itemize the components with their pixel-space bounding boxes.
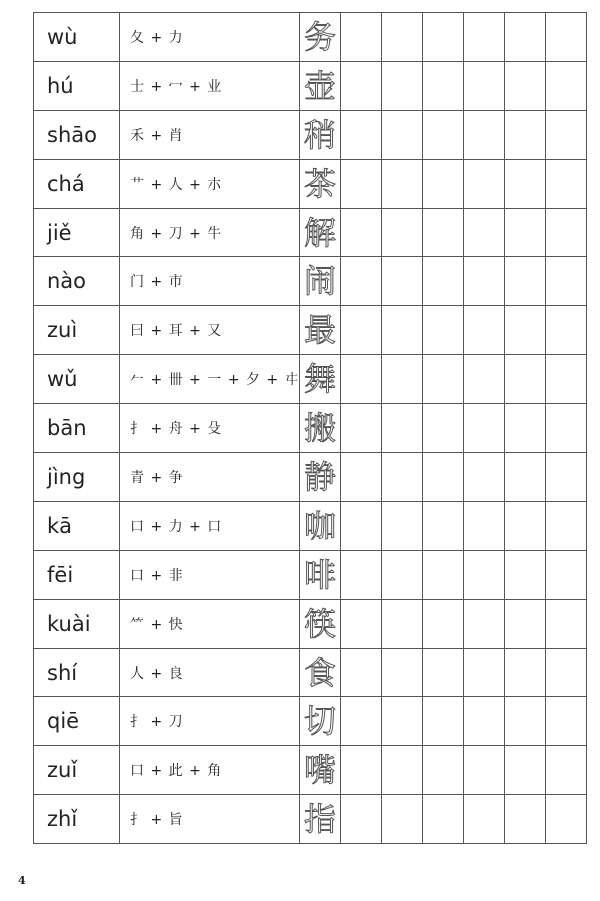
practice-box[interactable] <box>341 746 382 795</box>
pinyin-cell: jiě <box>34 208 120 257</box>
practice-box[interactable] <box>341 13 382 62</box>
model-character-cell: 指 <box>300 795 341 844</box>
practice-box[interactable] <box>341 550 382 599</box>
practice-box[interactable] <box>382 648 423 697</box>
pinyin-cell: qiē <box>34 697 120 746</box>
practice-box[interactable] <box>382 404 423 453</box>
components-cell: 艹 + 人 + 朩 <box>120 159 300 208</box>
practice-box[interactable] <box>505 453 546 502</box>
pinyin-cell: fēi <box>34 550 120 599</box>
practice-box[interactable] <box>341 61 382 110</box>
practice-box[interactable] <box>382 697 423 746</box>
practice-box[interactable] <box>341 648 382 697</box>
practice-box[interactable] <box>505 697 546 746</box>
practice-box[interactable] <box>423 208 464 257</box>
practice-row <box>34 501 587 550</box>
components-cell: 口 + 此 + 角 <box>120 746 300 795</box>
model-character-cell: 食 <box>300 648 341 697</box>
components-cell: 门 + 市 <box>120 257 300 306</box>
practice-box[interactable] <box>464 404 505 453</box>
practice-box[interactable] <box>423 159 464 208</box>
practice-box[interactable] <box>505 306 546 355</box>
components-cell: 扌 + 舟 + 殳 <box>120 404 300 453</box>
pinyin-cell: bān <box>34 404 120 453</box>
practice-box[interactable] <box>505 159 546 208</box>
pinyin-cell: nào <box>34 257 120 306</box>
practice-box[interactable] <box>382 159 423 208</box>
practice-box[interactable] <box>341 697 382 746</box>
components-cell: 士 + 冖 + 业 <box>120 61 300 110</box>
components-cell: 人 + 良 <box>120 648 300 697</box>
practice-box[interactable] <box>505 599 546 648</box>
practice-box[interactable] <box>382 110 423 159</box>
practice-box[interactable] <box>505 648 546 697</box>
practice-box[interactable] <box>464 306 505 355</box>
practice-box[interactable] <box>464 453 505 502</box>
practice-box[interactable] <box>546 697 587 746</box>
pinyin-cell: chá <box>34 159 120 208</box>
components-cell: 角 + 刀 + 牛 <box>120 208 300 257</box>
practice-box[interactable] <box>505 795 546 844</box>
pinyin-cell: zuì <box>34 306 120 355</box>
practice-box[interactable] <box>382 355 423 404</box>
model-character-cell: 啡 <box>300 550 341 599</box>
practice-row <box>34 13 587 62</box>
practice-row <box>34 746 587 795</box>
components-cell: 夂 + 力 <box>120 13 300 62</box>
practice-box[interactable] <box>505 501 546 550</box>
pinyin-cell: zuǐ <box>34 746 120 795</box>
practice-box[interactable] <box>382 306 423 355</box>
practice-box[interactable] <box>464 746 505 795</box>
components-cell: ⺮ + 快 <box>120 599 300 648</box>
practice-row <box>34 306 587 355</box>
pinyin-cell: shāo <box>34 110 120 159</box>
practice-box[interactable] <box>382 795 423 844</box>
pinyin-cell: kā <box>34 501 120 550</box>
practice-row <box>34 550 587 599</box>
practice-box[interactable] <box>546 795 587 844</box>
practice-box[interactable] <box>546 648 587 697</box>
practice-box[interactable] <box>546 404 587 453</box>
practice-row <box>34 159 587 208</box>
pinyin-cell: hú <box>34 61 120 110</box>
practice-box[interactable] <box>505 208 546 257</box>
practice-box[interactable] <box>423 110 464 159</box>
practice-box[interactable] <box>546 501 587 550</box>
model-character-cell: 切 <box>300 697 341 746</box>
practice-box[interactable] <box>423 746 464 795</box>
pinyin-cell: jìng <box>34 453 120 502</box>
practice-box[interactable] <box>505 355 546 404</box>
practice-box[interactable] <box>464 697 505 746</box>
practice-row <box>34 110 587 159</box>
practice-box[interactable] <box>546 550 587 599</box>
practice-box[interactable] <box>423 648 464 697</box>
practice-box[interactable] <box>546 746 587 795</box>
practice-box[interactable] <box>423 13 464 62</box>
practice-box[interactable] <box>546 257 587 306</box>
practice-row <box>34 599 587 648</box>
practice-box[interactable] <box>464 355 505 404</box>
practice-box[interactable] <box>423 795 464 844</box>
practice-box[interactable] <box>382 453 423 502</box>
model-character-cell: 静 <box>300 453 341 502</box>
practice-box[interactable] <box>382 208 423 257</box>
practice-box[interactable] <box>546 208 587 257</box>
practice-box[interactable] <box>464 110 505 159</box>
practice-box[interactable] <box>505 746 546 795</box>
practice-row <box>34 648 587 697</box>
components-cell: 青 + 争 <box>120 453 300 502</box>
model-character-cell: 闹 <box>300 257 341 306</box>
pinyin-cell: shí <box>34 648 120 697</box>
model-character-cell: 筷 <box>300 599 341 648</box>
practice-row <box>34 404 587 453</box>
practice-box[interactable] <box>341 159 382 208</box>
practice-box[interactable] <box>341 453 382 502</box>
components-cell: 口 + 非 <box>120 550 300 599</box>
components-cell: 曰 + 耳 + 又 <box>120 306 300 355</box>
model-character-cell: 嘴 <box>300 746 341 795</box>
practice-box[interactable] <box>464 501 505 550</box>
practice-box[interactable] <box>382 501 423 550</box>
practice-box[interactable] <box>423 599 464 648</box>
practice-row <box>34 697 587 746</box>
components-cell: 扌 + 旨 <box>120 795 300 844</box>
model-character-cell: 解 <box>300 208 341 257</box>
practice-box[interactable] <box>505 110 546 159</box>
model-character-cell: 壶 <box>300 61 341 110</box>
pinyin-cell: wù <box>34 13 120 62</box>
practice-box[interactable] <box>382 13 423 62</box>
practice-box[interactable] <box>464 13 505 62</box>
practice-box[interactable] <box>423 453 464 502</box>
practice-box[interactable] <box>464 61 505 110</box>
pinyin-cell: zhǐ <box>34 795 120 844</box>
practice-box[interactable] <box>341 501 382 550</box>
practice-box[interactable] <box>505 13 546 62</box>
practice-box[interactable] <box>423 697 464 746</box>
practice-box[interactable] <box>546 13 587 62</box>
practice-box[interactable] <box>341 355 382 404</box>
model-character-cell: 搬 <box>300 404 341 453</box>
practice-row <box>34 61 587 110</box>
practice-box[interactable] <box>423 61 464 110</box>
practice-box[interactable] <box>341 208 382 257</box>
components-cell: 扌 + 刀 <box>120 697 300 746</box>
practice-box[interactable] <box>423 404 464 453</box>
practice-box[interactable] <box>464 159 505 208</box>
practice-box[interactable] <box>464 599 505 648</box>
practice-box[interactable] <box>546 453 587 502</box>
practice-box[interactable] <box>341 306 382 355</box>
practice-box[interactable] <box>546 110 587 159</box>
practice-box[interactable] <box>341 257 382 306</box>
practice-box[interactable] <box>341 599 382 648</box>
practice-row <box>34 355 587 404</box>
practice-box[interactable] <box>382 61 423 110</box>
practice-box[interactable] <box>341 110 382 159</box>
components-cell: 口 + 力 + 口 <box>120 501 300 550</box>
model-character-cell: 最 <box>300 306 341 355</box>
page-number: 4 <box>18 874 26 887</box>
practice-box[interactable] <box>382 257 423 306</box>
practice-box[interactable] <box>423 306 464 355</box>
practice-row <box>34 208 587 257</box>
practice-box[interactable] <box>464 648 505 697</box>
practice-box[interactable] <box>341 404 382 453</box>
model-character-cell: 务 <box>300 13 341 62</box>
practice-box[interactable] <box>505 61 546 110</box>
practice-table <box>33 12 587 844</box>
components-cell: 禾 + 肖 <box>120 110 300 159</box>
practice-box[interactable] <box>382 550 423 599</box>
practice-row <box>34 453 587 502</box>
practice-box[interactable] <box>423 550 464 599</box>
practice-box[interactable] <box>464 795 505 844</box>
practice-box[interactable] <box>546 306 587 355</box>
practice-box[interactable] <box>423 501 464 550</box>
pinyin-cell: wǔ <box>34 355 120 404</box>
practice-box[interactable] <box>546 159 587 208</box>
practice-box[interactable] <box>423 355 464 404</box>
practice-box[interactable] <box>464 550 505 599</box>
practice-box[interactable] <box>546 355 587 404</box>
practice-box[interactable] <box>464 208 505 257</box>
model-character-cell: 咖 <box>300 501 341 550</box>
practice-box[interactable] <box>546 599 587 648</box>
practice-box[interactable] <box>505 404 546 453</box>
model-character-cell: 稍 <box>300 110 341 159</box>
model-character-cell: 茶 <box>300 159 341 208</box>
practice-box[interactable] <box>505 550 546 599</box>
model-character-cell: 舞 <box>300 355 341 404</box>
practice-box[interactable] <box>341 795 382 844</box>
practice-box[interactable] <box>546 61 587 110</box>
practice-box[interactable] <box>382 599 423 648</box>
practice-row <box>34 257 587 306</box>
pinyin-cell: kuài <box>34 599 120 648</box>
practice-box[interactable] <box>464 257 505 306</box>
practice-row <box>34 795 587 844</box>
practice-box[interactable] <box>505 257 546 306</box>
practice-box[interactable] <box>382 746 423 795</box>
practice-box[interactable] <box>423 257 464 306</box>
components-cell: 𠂉 + 卌 + 一 + 夕 + 㐄 <box>120 355 300 404</box>
